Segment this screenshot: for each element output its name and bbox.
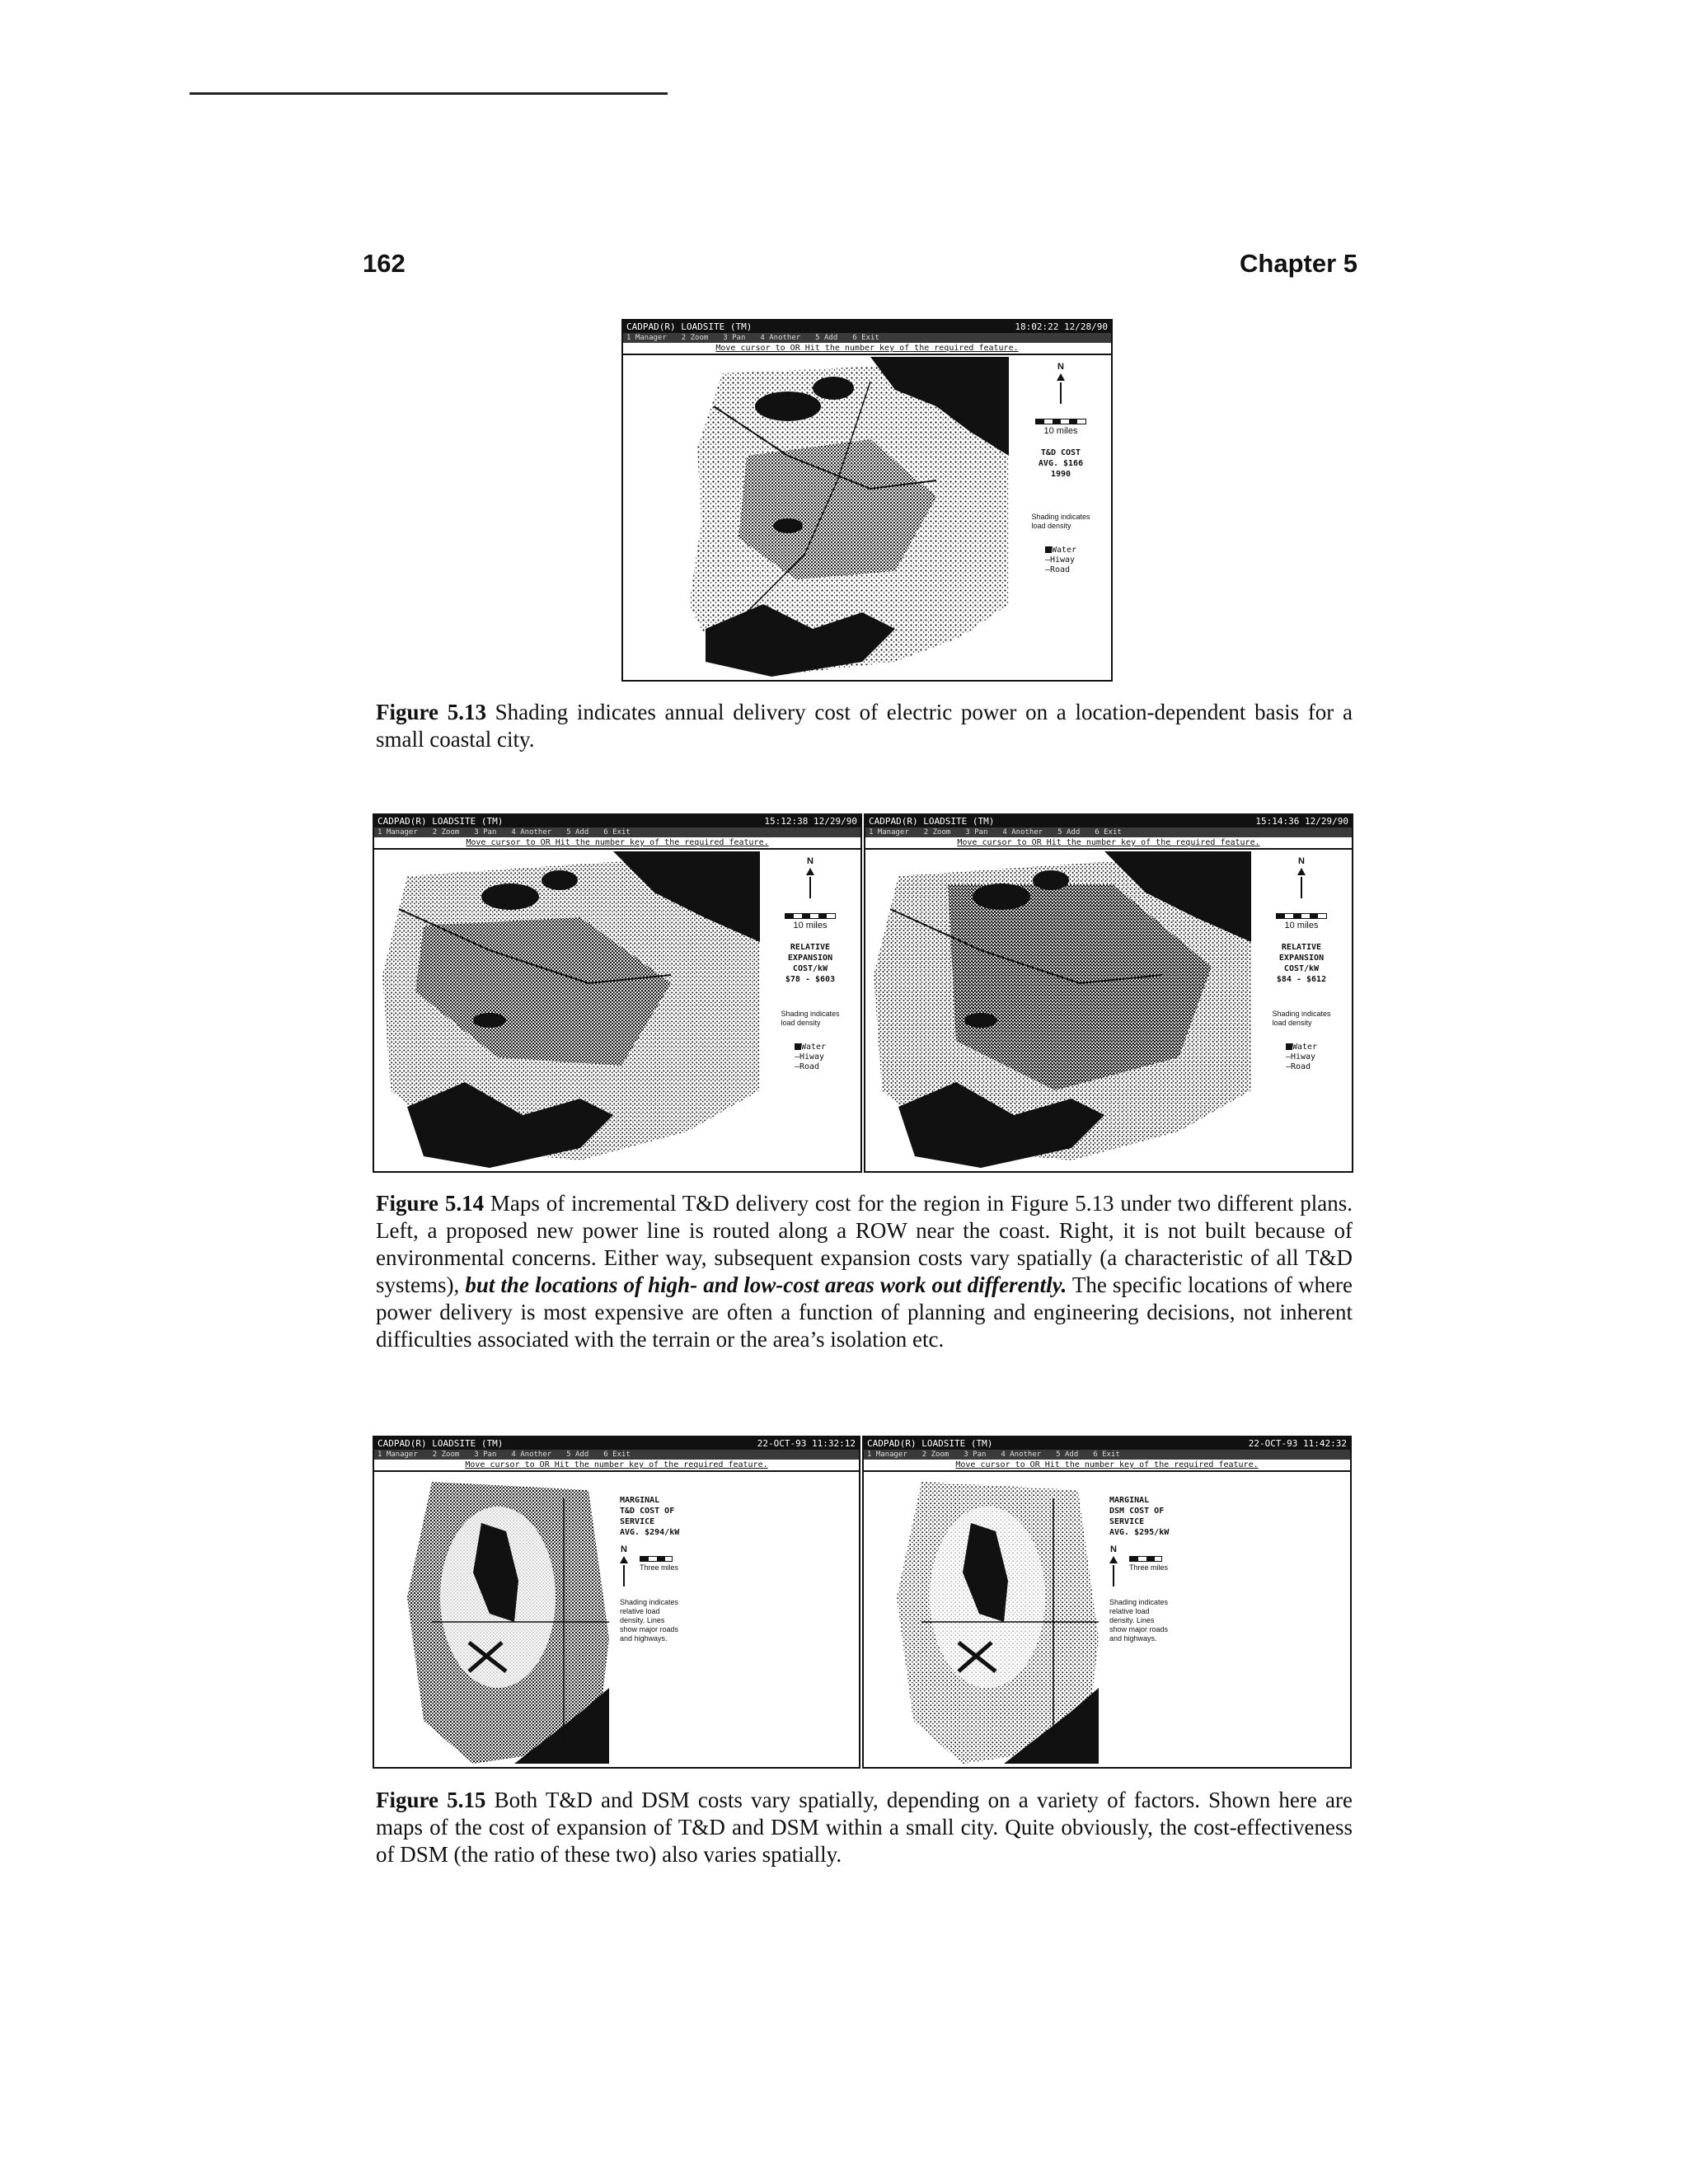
scale-bar [1276,913,1327,919]
figure-5-15-caption [376,1787,1353,1868]
water-swatch [795,1043,801,1050]
title-bar [865,815,1352,827]
water-body [773,518,803,533]
marginal-dsm-cost-map[interactable] [864,1474,1103,1764]
shading-note: Shading indicates load density [1031,513,1090,530]
menu-item[interactable]: 1 Manager [867,1451,907,1459]
north-label: N [1057,362,1064,372]
timestamp: 15:14:36 12/29/90 [1255,816,1348,827]
load-density-map[interactable] [623,357,1010,677]
figure-label: Figure 5.13 [376,700,486,724]
app-title: CADPAD(R) LOADSITE (TM) [377,816,504,827]
figure-5-14-caption [376,1190,1353,1353]
command-prompt: Move cursor to OR Hit the number key of the required feature. [865,837,1352,850]
menu-item[interactable]: 1 Manager [377,828,418,837]
scale-label: 10 miles [793,921,828,930]
map-area[interactable] [864,1474,1350,1767]
water-body [973,883,1030,910]
page-number: 162 [363,249,406,278]
key-hiway: Hiway [1049,555,1076,565]
menu-item[interactable]: 4 Another [511,1451,552,1459]
north-arrow [1109,1544,1118,1586]
key-water: Water [800,1043,827,1052]
north-arrow [1057,362,1065,404]
menu-bar[interactable] [864,1450,1350,1460]
menu-item[interactable]: 6 Exit [852,334,879,342]
figure-5-15-left-screen [373,1436,860,1769]
water-body [481,883,539,910]
menu-item[interactable]: 2 Zoom [923,828,951,837]
menu-bar[interactable] [374,827,860,837]
menu-bar[interactable] [865,827,1352,837]
key-hiway: Hiway [799,1052,825,1062]
app-title: CADPAD(R) LOADSITE (TM) [377,1438,504,1449]
figure-label: Figure 5.15 [376,1788,486,1812]
figure-5-14-left-screen [373,813,862,1173]
water-body [473,1013,506,1028]
north-label: N [1110,1544,1117,1554]
north-label: N [807,856,814,866]
expansion-cost-map[interactable] [374,851,762,1168]
timestamp: 22-OCT-93 11:32:12 [757,1438,856,1449]
shading-note: Shading indicates relative load density. Lines show major roads and highways. [1109,1598,1169,1643]
menu-item[interactable]: 5 Add [1057,828,1081,837]
menu-item[interactable]: 3 Pan [723,334,746,342]
map-area[interactable] [865,851,1352,1171]
menu-bar[interactable] [374,1450,859,1460]
menu-item[interactable]: 4 Another [1001,1451,1042,1459]
menu-bar[interactable] [623,333,1111,343]
north-arrow [806,856,814,898]
arrow-up-icon [620,1556,628,1563]
scale-label: Three miles [1129,1563,1169,1572]
map-key: Water —Hiway —Road [1044,546,1077,574]
menu-item[interactable]: 6 Exit [603,1451,631,1459]
menu-item[interactable]: 1 Manager [377,1451,418,1459]
top-rule [190,92,668,95]
key-road: Road [1290,1062,1311,1071]
map-legend [1256,856,1347,1166]
menu-item[interactable]: 2 Zoom [432,828,460,837]
title-bar [623,321,1111,333]
figure-5-14-right-screen [864,813,1353,1173]
map-area[interactable] [374,851,860,1171]
scale-label: Three miles [640,1563,679,1572]
arrow-up-icon [1297,868,1306,875]
water-body [755,391,821,421]
menu-item[interactable]: 4 Another [1002,828,1043,837]
north-label: N [621,1544,627,1554]
scale-bar [785,913,836,919]
timestamp: 15:12:38 12/29/90 [764,816,857,827]
expansion-cost-map[interactable] [865,851,1253,1168]
menu-item[interactable]: 3 Pan [474,828,497,837]
command-prompt: Move cursor to OR Hit the number key of the required feature. [374,837,860,850]
arrow-up-icon [806,868,814,875]
water-swatch [1045,546,1052,553]
shading-note: Shading indicates load density [781,1010,840,1027]
menu-item[interactable]: 6 Exit [1095,828,1122,837]
map-legend [1015,362,1106,675]
key-road: Road [1049,565,1071,574]
caption-text: Maps of incremental T&D delivery cost for the region in Figure 5.13 under two different plans. Left, a proposed new power line is routed along a ROW near the coast. Right, it is not built because of environmental concerns. Either way, subsequent expansion costs vary spatially (a characteristic of all T&D systems), [376,1191,1353,1297]
scale-bar [1035,419,1086,424]
menu-item[interactable]: 5 Add [566,828,589,837]
figure-label: Figure 5.14 [376,1191,485,1216]
timestamp: 22-OCT-93 11:42:32 [1248,1438,1347,1449]
menu-item[interactable]: 1 Manager [626,334,667,342]
key-road: Road [799,1062,820,1071]
title-bar [864,1437,1350,1450]
scale-bar [1129,1556,1162,1562]
app-title: CADPAD(R) LOADSITE (TM) [867,1438,993,1449]
map-area[interactable] [623,357,1111,680]
arrow-up-icon [1057,373,1065,381]
cost-label: RELATIVE EXPANSION COST/kW $78 - $603 [785,943,836,984]
menu-item[interactable]: 5 Add [566,1451,589,1459]
cost-label: MARGINAL T&D COST OF SERVICE AVG. $294/kW [620,1496,680,1537]
menu-item[interactable]: 6 Exit [603,828,631,837]
map-key: Water —Hiway —Road [1285,1043,1318,1071]
north-arrow [620,1544,628,1586]
figure-5-13-caption [376,699,1353,753]
app-title: CADPAD(R) LOADSITE (TM) [869,816,995,827]
north-label: N [1298,856,1305,866]
arrow-up-icon [1109,1556,1118,1563]
menu-item[interactable]: 2 Zoom [681,334,709,342]
key-water: Water [1051,546,1077,555]
key-hiway: Hiway [1290,1052,1316,1062]
menu-item[interactable]: 4 Another [760,334,801,342]
water-swatch [1286,1043,1292,1050]
menu-item[interactable]: 1 Manager [869,828,909,837]
shading-note: Shading indicates relative load density. Lines show major roads and highways. [620,1598,679,1643]
scale-label: 10 miles [1043,426,1078,436]
caption-emphasis: but the locations of high- and low-cost areas work out differently. [465,1272,1067,1297]
menu-item[interactable]: 3 Pan [474,1451,497,1459]
map-legend [765,856,856,1166]
scale-label: 10 miles [1284,921,1319,930]
timestamp: 18:02:22 12/28/90 [1015,321,1108,332]
marginal-td-cost-map[interactable] [374,1474,613,1764]
map-legend [620,1495,702,1643]
menu-item[interactable]: 5 Add [815,334,838,342]
map-legend [1109,1495,1192,1643]
north-arrow [1297,856,1306,898]
cost-label: MARGINAL DSM COST OF SERVICE AVG. $295/kW [1109,1496,1170,1537]
title-bar [374,1437,859,1450]
cost-label: T&D COST AVG. $166 1990 [1038,448,1084,479]
scale-bar [640,1556,673,1562]
app-title: CADPAD(R) LOADSITE (TM) [626,321,753,332]
menu-item[interactable]: 2 Zoom [432,1451,460,1459]
title-bar [374,815,860,827]
command-prompt: Move cursor to OR Hit the number key of the required feature. [864,1460,1350,1472]
map-key: Water —Hiway —Road [794,1043,827,1071]
menu-item[interactable]: 2 Zoom [921,1451,950,1459]
caption-text: Shading indicates annual delivery cost of electric power on a location-dependent basis for a small coastal city. [376,700,1353,752]
map-area[interactable] [374,1474,859,1767]
cost-label: RELATIVE EXPANSION COST/kW $84 - $612 [1276,943,1327,984]
menu-item[interactable]: 4 Another [511,828,552,837]
water-body [1033,870,1069,890]
menu-item[interactable]: 3 Pan [965,828,988,837]
caption-text: Both T&D and DSM costs vary spatially, depending on a variety of factors. Shown here are maps of the cost of expansion of T&D and DSM within a small city. Quite obviously, the cost-effectiveness of DSM (the ratio of these two) also varies spatially. [376,1788,1353,1867]
figure-5-13-screen [621,319,1113,682]
caption-text: The specific locations of where power delivery is most expensive are often a function of planning and engineering decisions, not inherent difficulties associated with the terrain or the area’s isolation etc. [376,1272,1353,1352]
shading-note: Shading indicates load density [1272,1010,1331,1027]
running-head-chapter: Chapter 5 [1240,249,1357,278]
figure-5-15-right-screen [862,1436,1352,1769]
menu-item[interactable]: 3 Pan [964,1451,987,1459]
menu-item[interactable]: 5 Add [1056,1451,1079,1459]
command-prompt: Move cursor to OR Hit the number key of the required feature. [374,1460,859,1472]
water-body [813,377,854,400]
key-water: Water [1292,1043,1318,1052]
command-prompt: Move cursor to OR Hit the number key of the required feature. [623,343,1111,355]
water-body [964,1013,997,1028]
menu-item[interactable]: 6 Exit [1093,1451,1120,1459]
water-body [542,870,578,890]
